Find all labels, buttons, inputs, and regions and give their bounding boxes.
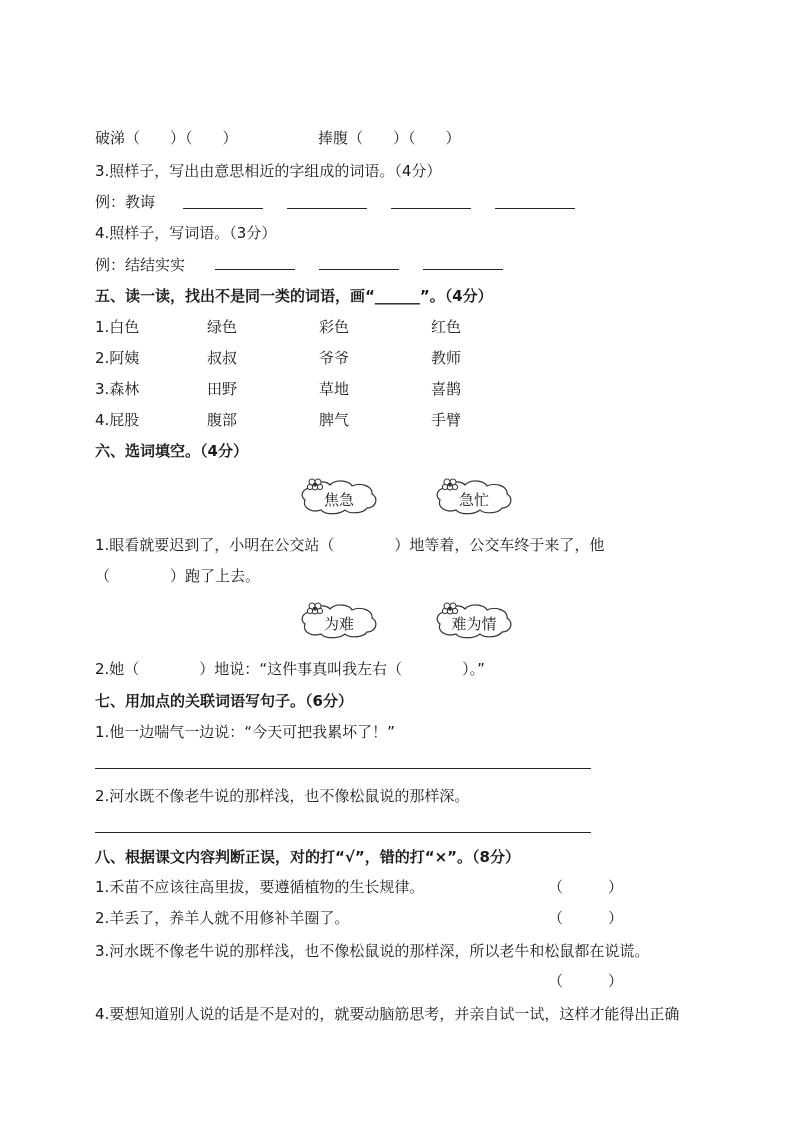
s6-q1-line1: 1.眼看就要迟到了，小明在公交站（ ）地等着，公交车终于来了，他	[95, 536, 605, 554]
s5-row-4-col-4[interactable]: 手臂	[431, 411, 462, 429]
answer-paren[interactable]: （ ）	[408, 129, 461, 147]
s5-row-2-col-4[interactable]: 教师	[431, 349, 462, 367]
judge-paren[interactable]: （ ）	[548, 909, 624, 927]
answer-paren[interactable]: （ ）	[125, 129, 186, 147]
answer-blank[interactable]	[183, 208, 263, 209]
word-cloud	[297, 600, 381, 640]
answer-blank[interactable]	[319, 269, 399, 270]
word-poti: 破涕（ ）（ ）	[95, 129, 238, 147]
flower-icon	[307, 479, 322, 490]
s8-item-1: 1.禾苗不应该往高里拔，要遵循植物的生长规律。	[95, 878, 425, 896]
word-cloud	[432, 476, 516, 516]
answer-paren[interactable]: （ ）	[348, 129, 409, 147]
s7-q2: 2.河水既不像老牛说的那样浅，也不像松鼠说的那样深。	[95, 787, 470, 805]
s8-item-4: 4.要想知道别人说的话是不是对的，就要动脑筋思考，并亲自试一试，这样才能得出正确	[95, 1005, 680, 1023]
word-pengfu: 捧腹（ ）（ ）	[318, 129, 461, 147]
answer-blank[interactable]	[495, 208, 575, 209]
s5-row-3-col-4[interactable]: 喜鹊	[431, 380, 462, 398]
s5-row-2-col-1[interactable]: 2.阿姨	[95, 349, 140, 367]
s5-row-1-col-4[interactable]: 红色	[431, 318, 462, 336]
s6-q1-line2: （ ）跑了上去。	[95, 567, 261, 585]
answer-line[interactable]	[95, 768, 591, 769]
s5-row-3-col-2[interactable]: 田野	[207, 380, 238, 398]
s5-row-4-col-2[interactable]: 腹部	[207, 411, 238, 429]
s8-item-2: 2.羊丢了，养羊人就不用修补羊圈了。	[95, 909, 350, 927]
s5-row-2-col-3[interactable]: 爷爷	[319, 349, 350, 367]
word-cloud	[297, 476, 381, 516]
s8-item-3: 3.河水既不像老牛说的那样浅，也不像松鼠说的那样深，所以老牛和松鼠都在说谎。	[95, 942, 650, 960]
s5-row-1-col-2[interactable]: 绿色	[207, 318, 238, 336]
s5-row-1-col-1[interactable]: 1.白色	[95, 318, 140, 336]
answer-paren[interactable]: （ ）	[185, 129, 238, 147]
answer-blank[interactable]	[215, 269, 295, 270]
q3-title: 3.照样子，写出由意思相近的字组成的词语。（4分）	[95, 162, 442, 180]
answer-blank[interactable]	[391, 208, 471, 209]
cloud-word: 为难	[323, 615, 354, 633]
section-8-title: 八、根据课文内容判断正误，对的打“√”，错的打“×”。（8分）	[95, 848, 520, 866]
word-cloud	[432, 600, 516, 640]
q3-example: 例：教诲	[95, 193, 156, 211]
cloud-word: 急忙	[458, 491, 489, 509]
section-7-title: 七、用加点的关联词语写句子。（6分）	[95, 692, 353, 710]
s5-row-3-col-1[interactable]: 3.森林	[95, 380, 140, 398]
s7-q1: 1.他一边喘气一边说：“今天可把我累坏了！”	[95, 723, 395, 741]
answer-blank[interactable]	[287, 208, 367, 209]
s6-q2: 2.她（ ）地说：“这件事真叫我左右（ ）。”	[95, 660, 485, 678]
flower-icon	[442, 479, 457, 490]
s5-row-4-col-3[interactable]: 脾气	[319, 411, 350, 429]
q4-title: 4.照样子，写词语。（3分）	[95, 224, 277, 242]
answer-blank[interactable]	[423, 269, 503, 270]
cloud-word: 焦急	[323, 491, 354, 509]
judge-paren[interactable]: （ ）	[548, 972, 624, 990]
flower-icon	[307, 603, 322, 614]
s5-row-3-col-3[interactable]: 草地	[319, 380, 350, 398]
section-5-title: 五、读一读，找出不是同一类的词语，画“______”。（4分）	[95, 287, 493, 305]
flower-icon	[442, 603, 457, 614]
section-6-title: 六、选词填空。（4分）	[95, 442, 248, 460]
cloud-word: 难为情	[451, 615, 497, 633]
q4-example: 例：结结实实	[95, 256, 186, 274]
s5-row-1-col-3[interactable]: 彩色	[319, 318, 350, 336]
judge-paren[interactable]: （ ）	[548, 878, 624, 896]
s5-row-2-col-2[interactable]: 叔叔	[207, 349, 238, 367]
answer-line[interactable]	[95, 832, 591, 833]
s5-row-4-col-1[interactable]: 4.屁股	[95, 411, 140, 429]
